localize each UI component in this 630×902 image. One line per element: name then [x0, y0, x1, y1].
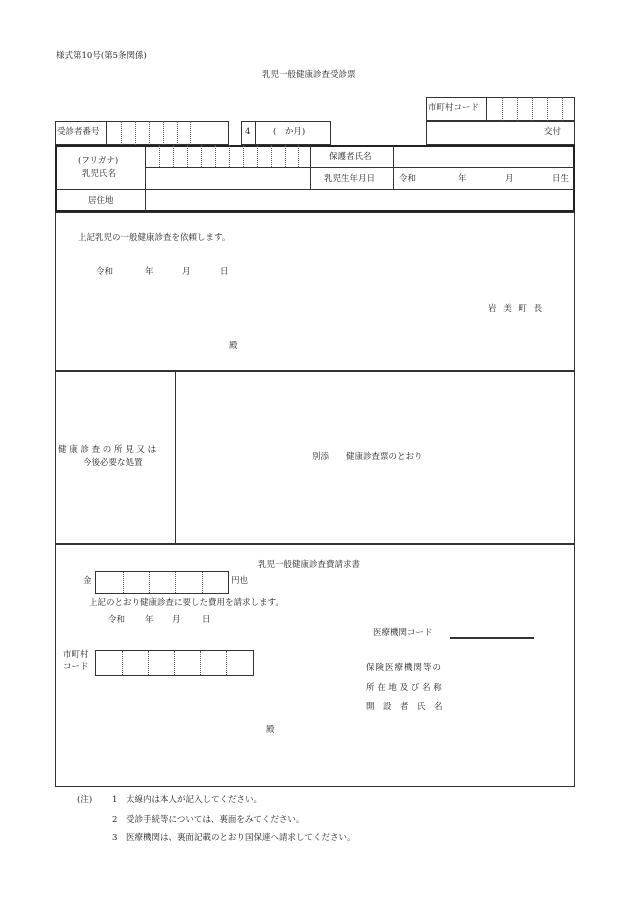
note-2-text: 受診手続等については、裏面をみてください。: [126, 815, 305, 825]
form-title: 乳児一般健康診査受診票: [262, 70, 356, 80]
child-name-label: 乳児氏名: [82, 169, 117, 179]
guardian-name-label: 保護者氏名: [329, 152, 372, 162]
request-year: 年: [145, 267, 154, 277]
age-prefix: 4: [245, 127, 251, 137]
institution-label-line3: 開 設 者 氏 名: [366, 702, 443, 712]
examinee-number-cells[interactable]: [106, 121, 203, 145]
address-label: 居住地: [88, 196, 114, 206]
note-1-text: 太線内は本人が記入してください。: [126, 795, 263, 805]
age-months-label: ( か月): [273, 127, 306, 137]
invoice-month: 月: [172, 615, 181, 625]
municipality-code-label: 市町村コード: [428, 103, 480, 113]
request-month: 月: [182, 267, 191, 277]
note-2-number: 2: [112, 815, 118, 825]
birthdate-label: 乳児生年月日: [324, 174, 376, 184]
findings-content: 別添 健康診査票のとおり: [312, 452, 423, 462]
findings-label-line1: 健 康 診 査 の 所 見 又 は: [58, 445, 157, 455]
mayor-title: 岩 美 町 長: [488, 304, 545, 314]
request-text: 上記乳児の一般健康診査を依頼します。: [78, 233, 231, 243]
furigana-label: (フリガナ): [78, 156, 119, 166]
request-day: 日: [220, 267, 229, 277]
birthdate-year: 年: [458, 174, 467, 184]
institution-label-line2: 所 在 地 及 び 名 称: [366, 683, 442, 693]
request-honorific: 殿: [229, 341, 238, 351]
municipality-code-cells[interactable]: [486, 97, 576, 121]
note-3-number: 3: [112, 833, 118, 843]
birthdate-era: 令和: [399, 174, 417, 184]
amount-cells[interactable]: [95, 571, 229, 594]
invoice-text: 上記のとおり健康診査に要した費用を請求します。: [89, 598, 284, 608]
findings-label-line2: 今後必要な処置: [83, 458, 143, 468]
institution-code-label: 医療機関コード: [373, 628, 433, 638]
invoice-day: 日: [202, 615, 211, 625]
invoice-title: 乳児一般健康診査費請求書: [258, 560, 361, 570]
municipality-code-invoice-cells[interactable]: [95, 650, 254, 676]
child-name-field[interactable]: [147, 169, 309, 188]
institution-code-field[interactable]: [450, 637, 534, 639]
request-era: 令和: [96, 267, 114, 277]
issued-label: 交付: [544, 127, 562, 137]
address-field[interactable]: [147, 191, 573, 210]
invoice-honorific: 殿: [266, 725, 275, 735]
birthdate-month: 月: [505, 174, 514, 184]
birthdate-day: 日生: [552, 174, 570, 184]
notes-label: (注): [77, 795, 93, 805]
amount-yen-label: 円也: [231, 576, 249, 586]
guardian-name-field[interactable]: [395, 147, 573, 166]
municipality-label-line1: 市町村: [63, 650, 89, 660]
amount-kin-label: 金: [83, 576, 92, 586]
invoice-era: 令和: [108, 615, 126, 625]
furigana-cells[interactable]: [145, 145, 310, 167]
examinee-number-label: 受診者番号: [57, 127, 100, 137]
note-1-number: 1: [112, 795, 118, 805]
institution-label-line1: 保険医療機関等の: [366, 663, 443, 673]
invoice-year: 年: [145, 615, 154, 625]
municipality-label-line2: コード: [63, 662, 89, 672]
form-number: 様式第10号(第5条関係): [56, 51, 147, 61]
note-3-text: 医療機関は、裏面記載のとおり国保連へ請求してください。: [126, 833, 356, 843]
